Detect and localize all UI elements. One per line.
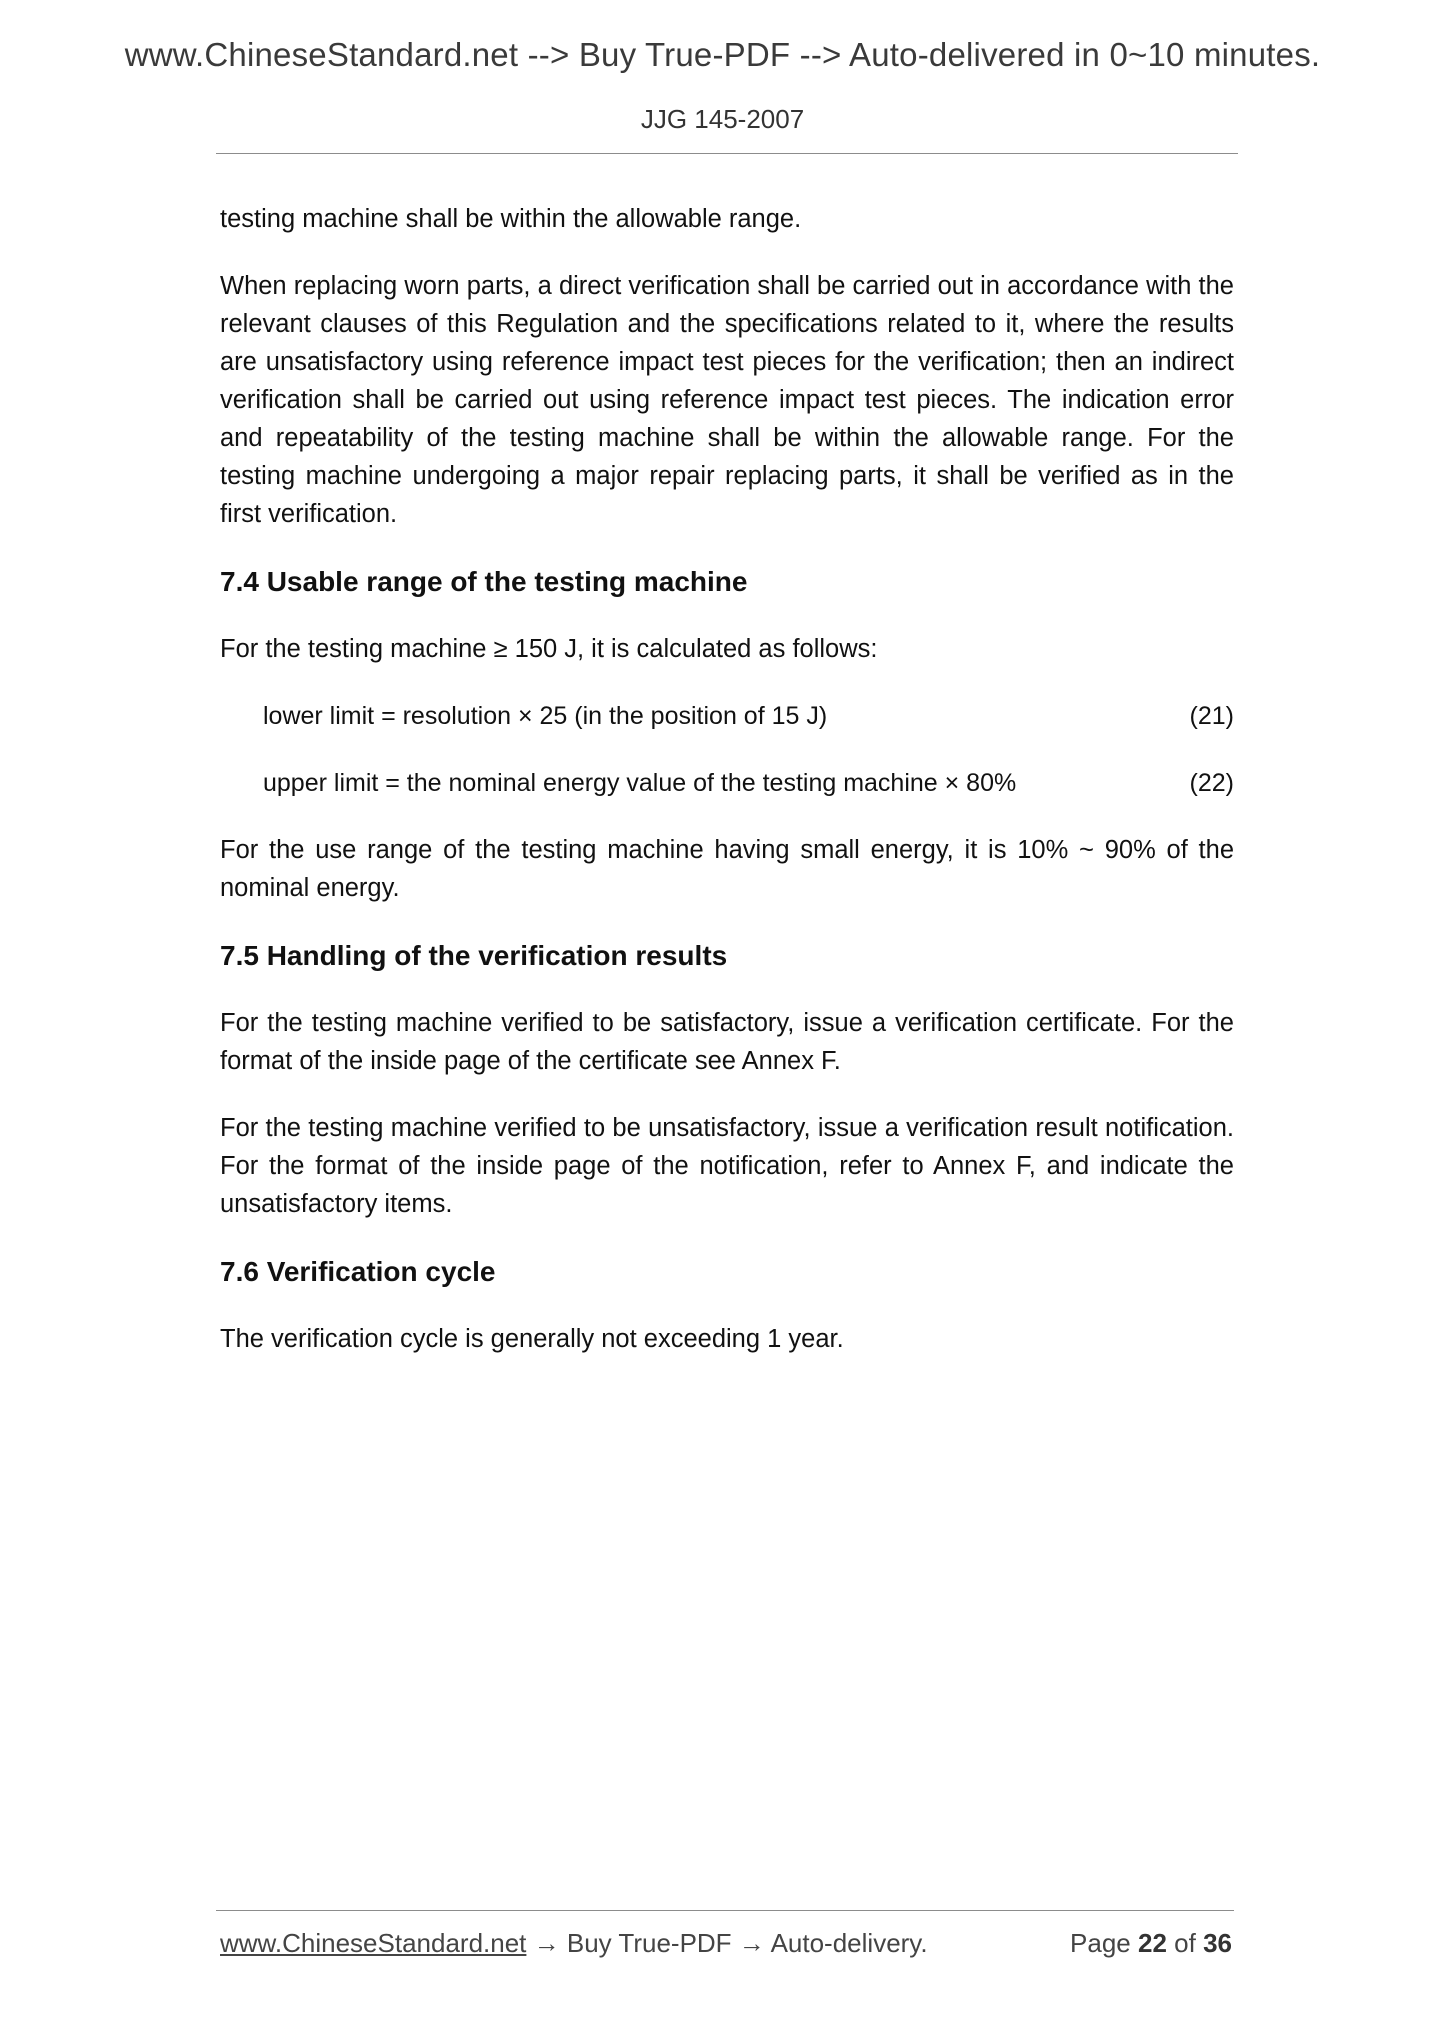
- formula-22: [263, 764, 1234, 802]
- section-heading-7-4: 7.4 Usable range of the testing machine: [220, 566, 748, 597]
- formula-21: [263, 697, 1234, 735]
- page-content: [220, 200, 1234, 1387]
- footer-site-link[interactable]: www.ChineseStandard.net: [220, 1928, 527, 1958]
- document-code: JJG 145-2007: [640, 104, 805, 134]
- paragraph-satisfactory: For the testing machine verified to be satisfactory, issue a verification certificate. For the format of the inside page of the certificate see Annex F.: [220, 1009, 1234, 1075]
- paragraph-small-energy: For the use range of the testing machine having small energy, it is 10% ~ 90% of the nominal energy.: [220, 836, 1234, 902]
- page-number: 22: [1138, 1928, 1167, 1958]
- section-heading-7-6: 7.6 Verification cycle: [220, 1256, 496, 1287]
- paragraph-verification-cycle: The verification cycle is generally not exceeding 1 year.: [220, 1325, 844, 1353]
- footer: [220, 1928, 1232, 1959]
- formula-21-text: lower limit = resolution × 25 (in the position of 15 J): [263, 702, 828, 730]
- header-banner: www.ChineseStandard.net --> Buy True-PDF --> Auto-delivered in 0~10 minutes.: [124, 36, 1321, 73]
- formula-21-number: (21): [1189, 702, 1234, 730]
- formula-22-number: (22): [1189, 769, 1234, 797]
- page-indicator: [1070, 1928, 1232, 1959]
- footer-divider: [216, 1910, 1234, 1911]
- section-heading-7-5: 7.5 Handling of the verification results: [220, 940, 728, 971]
- paragraph-calculation-intro: For the testing machine ≥ 150 J, it is calculated as follows:: [220, 635, 878, 663]
- footer-left: [220, 1928, 928, 1959]
- page-total: 36: [1203, 1928, 1232, 1958]
- paragraph-continuation: testing machine shall be within the allowable range.: [220, 205, 802, 233]
- page-word: Page: [1070, 1928, 1131, 1958]
- footer-tagline: → Buy True-PDF → Auto-delivery.: [526, 1928, 928, 1958]
- formula-22-text: upper limit = the nominal energy value of the testing machine × 80%: [263, 769, 1017, 797]
- header-divider: [216, 153, 1238, 154]
- paragraph-worn-parts: When replacing worn parts, a direct verification shall be carried out in accordance with the relevant clauses of this Regulation and the specifications related to it, where the results are unsatisfactory using reference impact test pieces for the verification; then an indirect verification shall be carried out using reference impact test pieces. The indication error and repeatability of the testing machine shall be within the allowable range. For the testing machine undergoing a major repair replacing parts, it shall be verified as in the first verification.: [220, 272, 1234, 528]
- of-word: of: [1174, 1928, 1196, 1958]
- paragraph-unsatisfactory: For the testing machine verified to be unsatisfactory, issue a verification result notification. For the format of the inside page of the notification, refer to Annex F, and indicate the unsatisfactory items.: [220, 1114, 1234, 1218]
